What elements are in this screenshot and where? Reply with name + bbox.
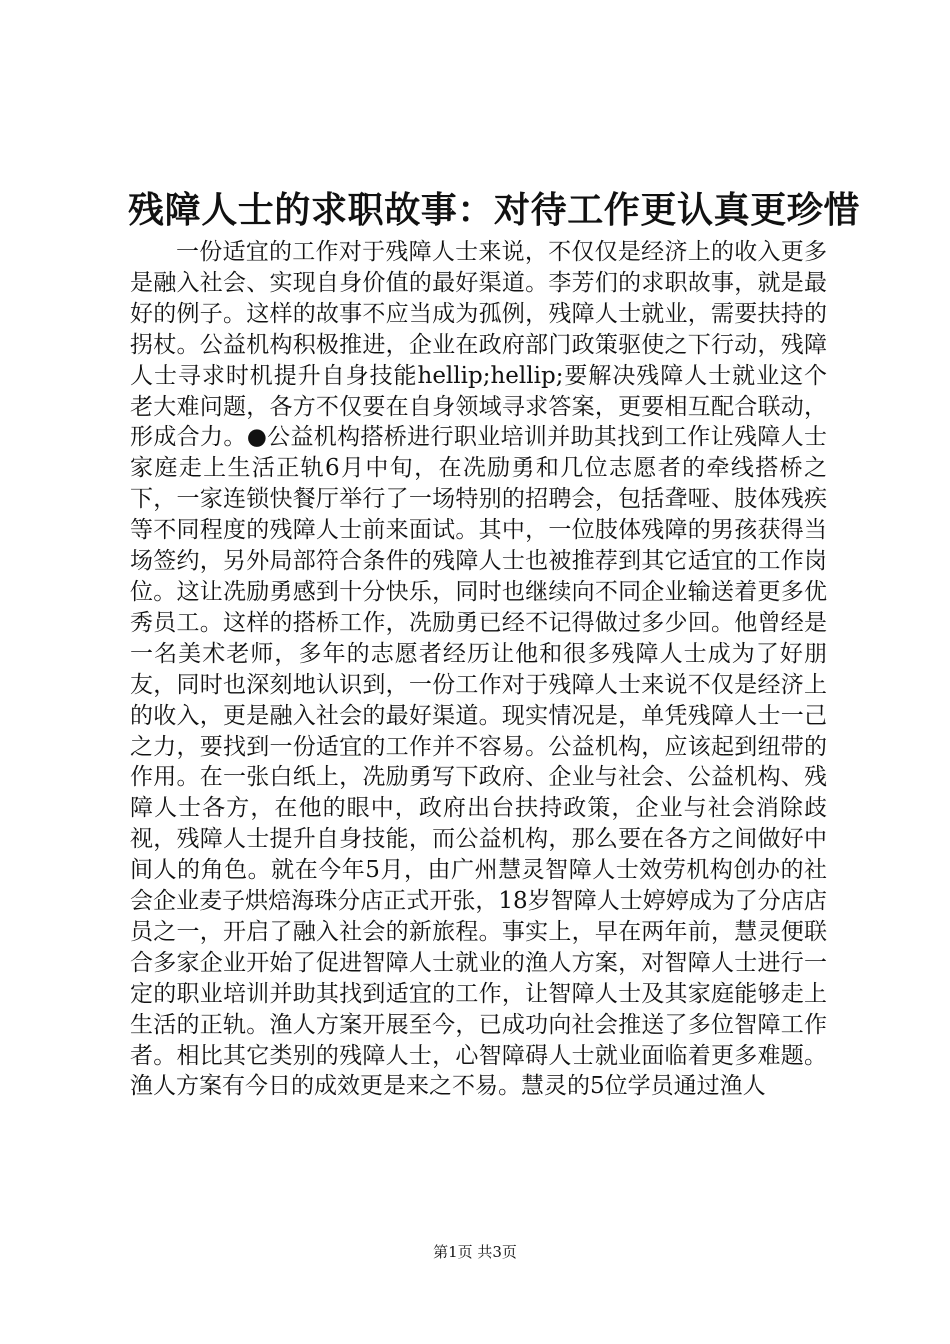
page-indicator: 第1页 共3页 — [433, 1243, 517, 1261]
document-body-paragraph: 一份适宜的工作对于残障人士来说，不仅仅是经济上的收入更多是融入社会、实现自身价值的最好渠道。李芳们的求职故事，就是最好的例子。这样的故事不应当成为孤例，残障人士就业，需要扶持的拐杖。公益机构积极推进，企业在政府部门政策驱使之下行动，残障人士寻求时机提升自身技能hellip;hellip;要解决残障人士就业这个老大难问题，各方不仅要在自身领域寻求答案，更要相互配合联动，形成合力。●公益机构搭桥进行职业培训并助其找到工作让残障人士家庭走上生活正轨6月中旬，在冼励勇和几位志愿者的牵线搭桥之下，一家连锁快餐厅举行了一场特别的招聘会，包括聋哑、肢体残疾等不同程度的残障人士前来面试。其中，一位肢体残障的男孩获得当场签约，另外局部符合条件的残障人士也被推荐到其它适宜的工作岗位。这让冼励勇感到十分快乐，同时也继续向不同企业输送着更多优秀员工。这样的搭桥工作，冼励勇已经不记得做过多少回。他曾经是一名美术老师，多年的志愿者经历让他和很多残障人士成为了好朋友，同时也深刻地认识到，一份工作对于残障人士来说不仅是经济上的收入，更是融入社会的最好渠道。现实情况是，单凭残障人士一己之力，要找到一份适宜的工作并不容易。公益机构，应该起到纽带的作用。在一张白纸上，冼励勇写下政府、企业与社会、公益机构、残障人士各方，在他的眼中，政府出台扶持政策，企业与社会消除歧视，残障人士提升自身技能，而公益机构，那么要在各方之间做好中间人的角色。就在今年5月，由广州慧灵智障人士效劳机构创办的社会企业麦子烘焙海珠分店正式开张，18岁智障人士婷婷成为了分店店员之一，开启了融入社会的新旅程。事实上，早在两年前，慧灵便联合多家企业开始了促进智障人士就业的渔人方案，对智障人士进行一定的职业培训并助其找到适宜的工作，让智障人士及其家庭能够走上生活的正轨。渔人方案开展至今，已成功向社会推送了多位智障工作者。相比其它类别的残障人士，心智障碍人士就业面临着更多难题。渔人方案有今日的成效更是来之不易。慧灵的5位学员通过渔人 — [130, 239, 827, 1100]
document-title: 残障人士的求职故事：对待工作更认真更珍惜 — [128, 189, 861, 231]
